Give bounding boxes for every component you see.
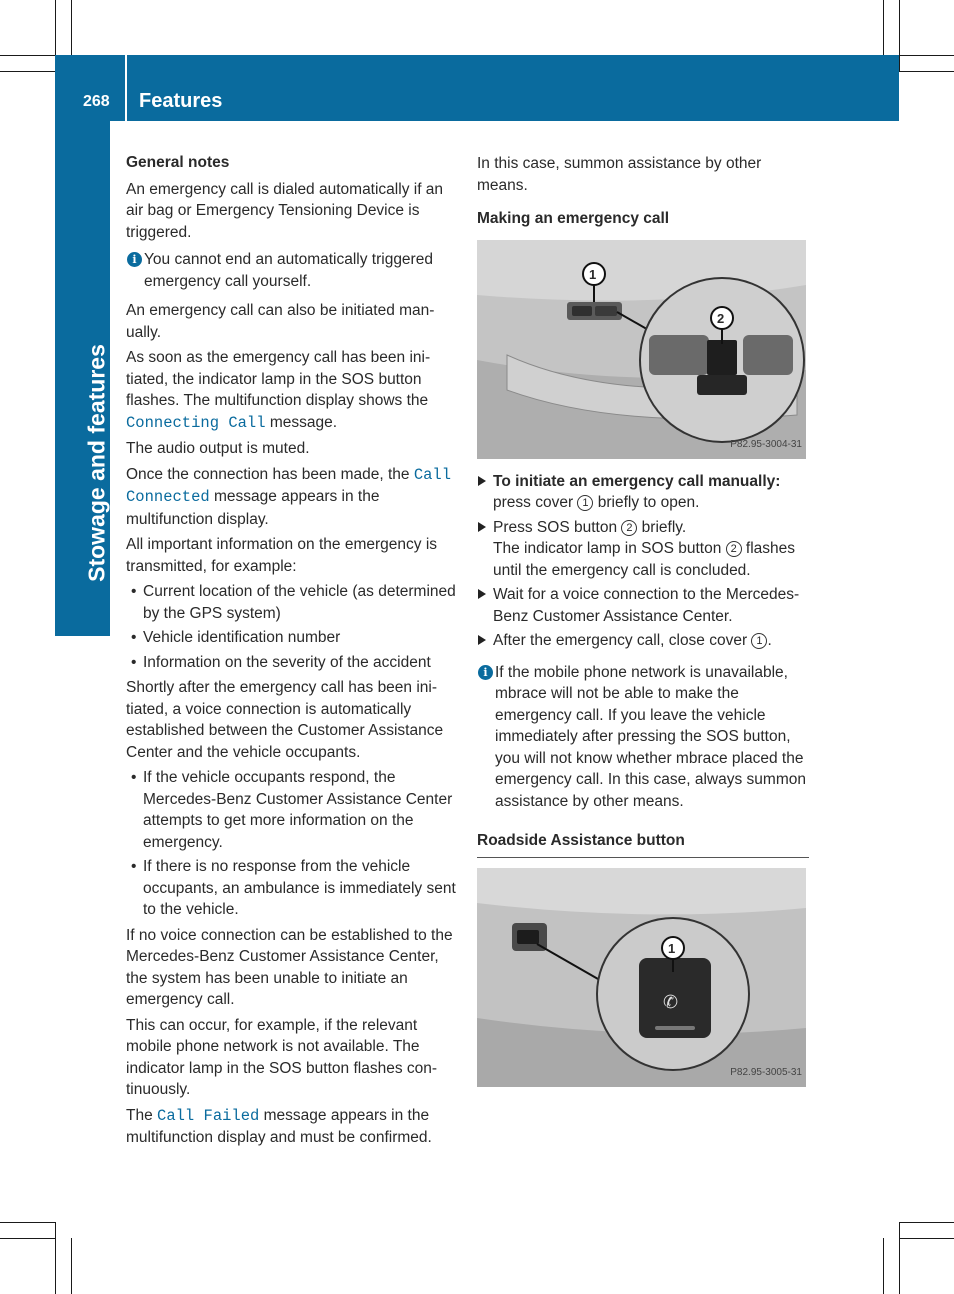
page-header: [55, 55, 899, 121]
step-arrow-icon: [478, 476, 486, 486]
general-notes-heading: General notes: [126, 154, 230, 171]
figure-callout-1: 1: [668, 940, 676, 956]
bullet-list: [126, 581, 458, 673]
text: message.: [265, 413, 338, 431]
list-item: • Current location of the vehicle (as determined by the GPS system): [126, 581, 458, 624]
info-note: [477, 662, 809, 813]
text: The: [126, 1106, 158, 1124]
text: briefly to open.: [593, 494, 700, 511]
step-title: To initiate an emergency call manually:: [493, 472, 781, 490]
text: message appears in the multifunction display and must be confirmed.: [126, 1106, 432, 1146]
crop-mark: [899, 1222, 954, 1223]
callout-number: 2: [726, 541, 742, 557]
figure-callout-1: 1: [589, 266, 597, 282]
header-divider: [125, 55, 127, 121]
list-item: • Information on the severity of the accident: [126, 652, 458, 674]
text: The indicator lamp in SOS button: [493, 540, 726, 557]
info-icon: i: [478, 665, 493, 680]
paragraph: An emergency call is dialed automatically if an air bag or Emergency Tensioning Device is triggered.: [126, 180, 444, 241]
roadside-console-illustration: [477, 868, 806, 1087]
paragraph: This can occur, for example, if the relevant mobile phone network is not available. The indicator lamp in the SOS button flashes continuously.: [126, 1016, 438, 1098]
step-arrow-icon: [478, 635, 486, 645]
crop-mark: [899, 1222, 900, 1294]
info-text: You cannot end an automatically triggered emergency call yourself.: [144, 251, 433, 290]
crop-mark: [71, 1238, 72, 1294]
section-title: Features: [139, 90, 223, 112]
paragraph: [126, 347, 458, 434]
overhead-console-illustration: [477, 240, 806, 459]
info-icon: i: [127, 252, 142, 267]
crop-mark: [883, 1238, 884, 1294]
callout-number: 1: [751, 633, 767, 649]
paragraph: If no voice connection can be established to the Mercedes-Benz Customer Assistance Center, the system has been unable to initiate an emergency call.: [126, 926, 453, 1008]
crop-mark: [883, 0, 884, 56]
sos-button-figure: [477, 240, 806, 459]
paragraph: [126, 464, 458, 531]
callout-number: 1: [577, 495, 593, 511]
text: flashes until the emergency call is concluded.: [493, 540, 796, 579]
crop-mark: [899, 0, 900, 72]
left-column: [126, 152, 458, 1153]
info-text: If the mobile phone network is unavailable, mbrace will not be able to make the emergency call. If you leave the vehicle immediately after pressing the SOS button, you will not know whether mbrace placed the emergency call. In this case, always summon assistance by other means.: [495, 663, 806, 810]
display-message: Call Failed: [157, 1106, 260, 1125]
text: Press SOS button: [493, 518, 622, 536]
list-item: • If the vehicle occupants respond, the Mercedes-Benz Customer Assistance Center attempts to get more information on the emergency.: [126, 767, 458, 853]
text: .: [767, 632, 772, 649]
step-arrow-icon: [478, 522, 486, 532]
crop-mark: [899, 1238, 954, 1239]
text: As soon as the emergency call has been initiated, the indicator lamp in the SOS button flashes. The multifunction display shows the: [126, 349, 431, 409]
chapter-tab-label: Stowage and features: [83, 344, 110, 582]
text: press cover: [493, 494, 578, 511]
bullet-list: [126, 767, 458, 921]
step-arrow-icon: [478, 589, 486, 599]
crop-mark: [899, 71, 954, 72]
crop-mark: [0, 1222, 56, 1223]
text: Once the connection has been made, the: [126, 465, 410, 483]
crop-mark: [0, 1238, 56, 1239]
roadside-button-figure: [477, 868, 806, 1087]
paragraph: [126, 1105, 458, 1149]
callout-number: 2: [621, 520, 637, 536]
text: briefly.: [637, 518, 687, 536]
right-column: [477, 153, 809, 1099]
paragraph: All important information on the emergency is transmitted, for example:: [126, 536, 438, 575]
crop-mark: [55, 1222, 56, 1294]
paragraph: An emergency call can also be initiated manually.: [126, 302, 435, 341]
step-item: [477, 584, 809, 627]
paragraph: In this case, summon assistance by other means.: [477, 155, 762, 194]
making-call-heading: Making an emergency call: [477, 210, 670, 227]
figure-reference: P82.95-3004-31: [730, 439, 802, 450]
list-item: • Vehicle identification number: [126, 627, 458, 649]
step-item: [477, 630, 809, 652]
step-item: [477, 471, 809, 514]
svg-text:✆: ✆: [663, 991, 679, 1013]
page-number: 268: [83, 93, 110, 110]
text: After the emergency call, close cover: [493, 632, 752, 649]
paragraph: Shortly after the emergency call has been initiated, a voice connection is automatically established between the Customer Assistance Center and the vehicle occupants.: [126, 679, 444, 761]
figure-reference: P82.95-3005-31: [730, 1067, 802, 1078]
step-item: [477, 517, 809, 582]
list-item: • If there is no response from the vehicle occupants, an ambulance is immediately sent to the vehicle.: [126, 856, 458, 921]
info-note: [126, 249, 458, 292]
figure-callout-2: 2: [717, 310, 725, 326]
text: Wait for a voice connection to the Mercedes-Benz Customer Assistance Center.: [493, 586, 800, 625]
text: message appears in the multifunction display.: [126, 488, 380, 528]
crop-mark: [71, 0, 72, 56]
crop-mark: [0, 55, 56, 56]
crop-mark: [0, 71, 56, 72]
paragraph: The audio output is muted.: [126, 440, 310, 457]
display-message: Call Connected: [126, 465, 452, 506]
display-message: Connecting Call: [126, 413, 266, 432]
crop-mark: [899, 55, 954, 56]
roadside-heading: Roadside Assistance button: [477, 830, 809, 858]
step-list: [477, 471, 809, 652]
